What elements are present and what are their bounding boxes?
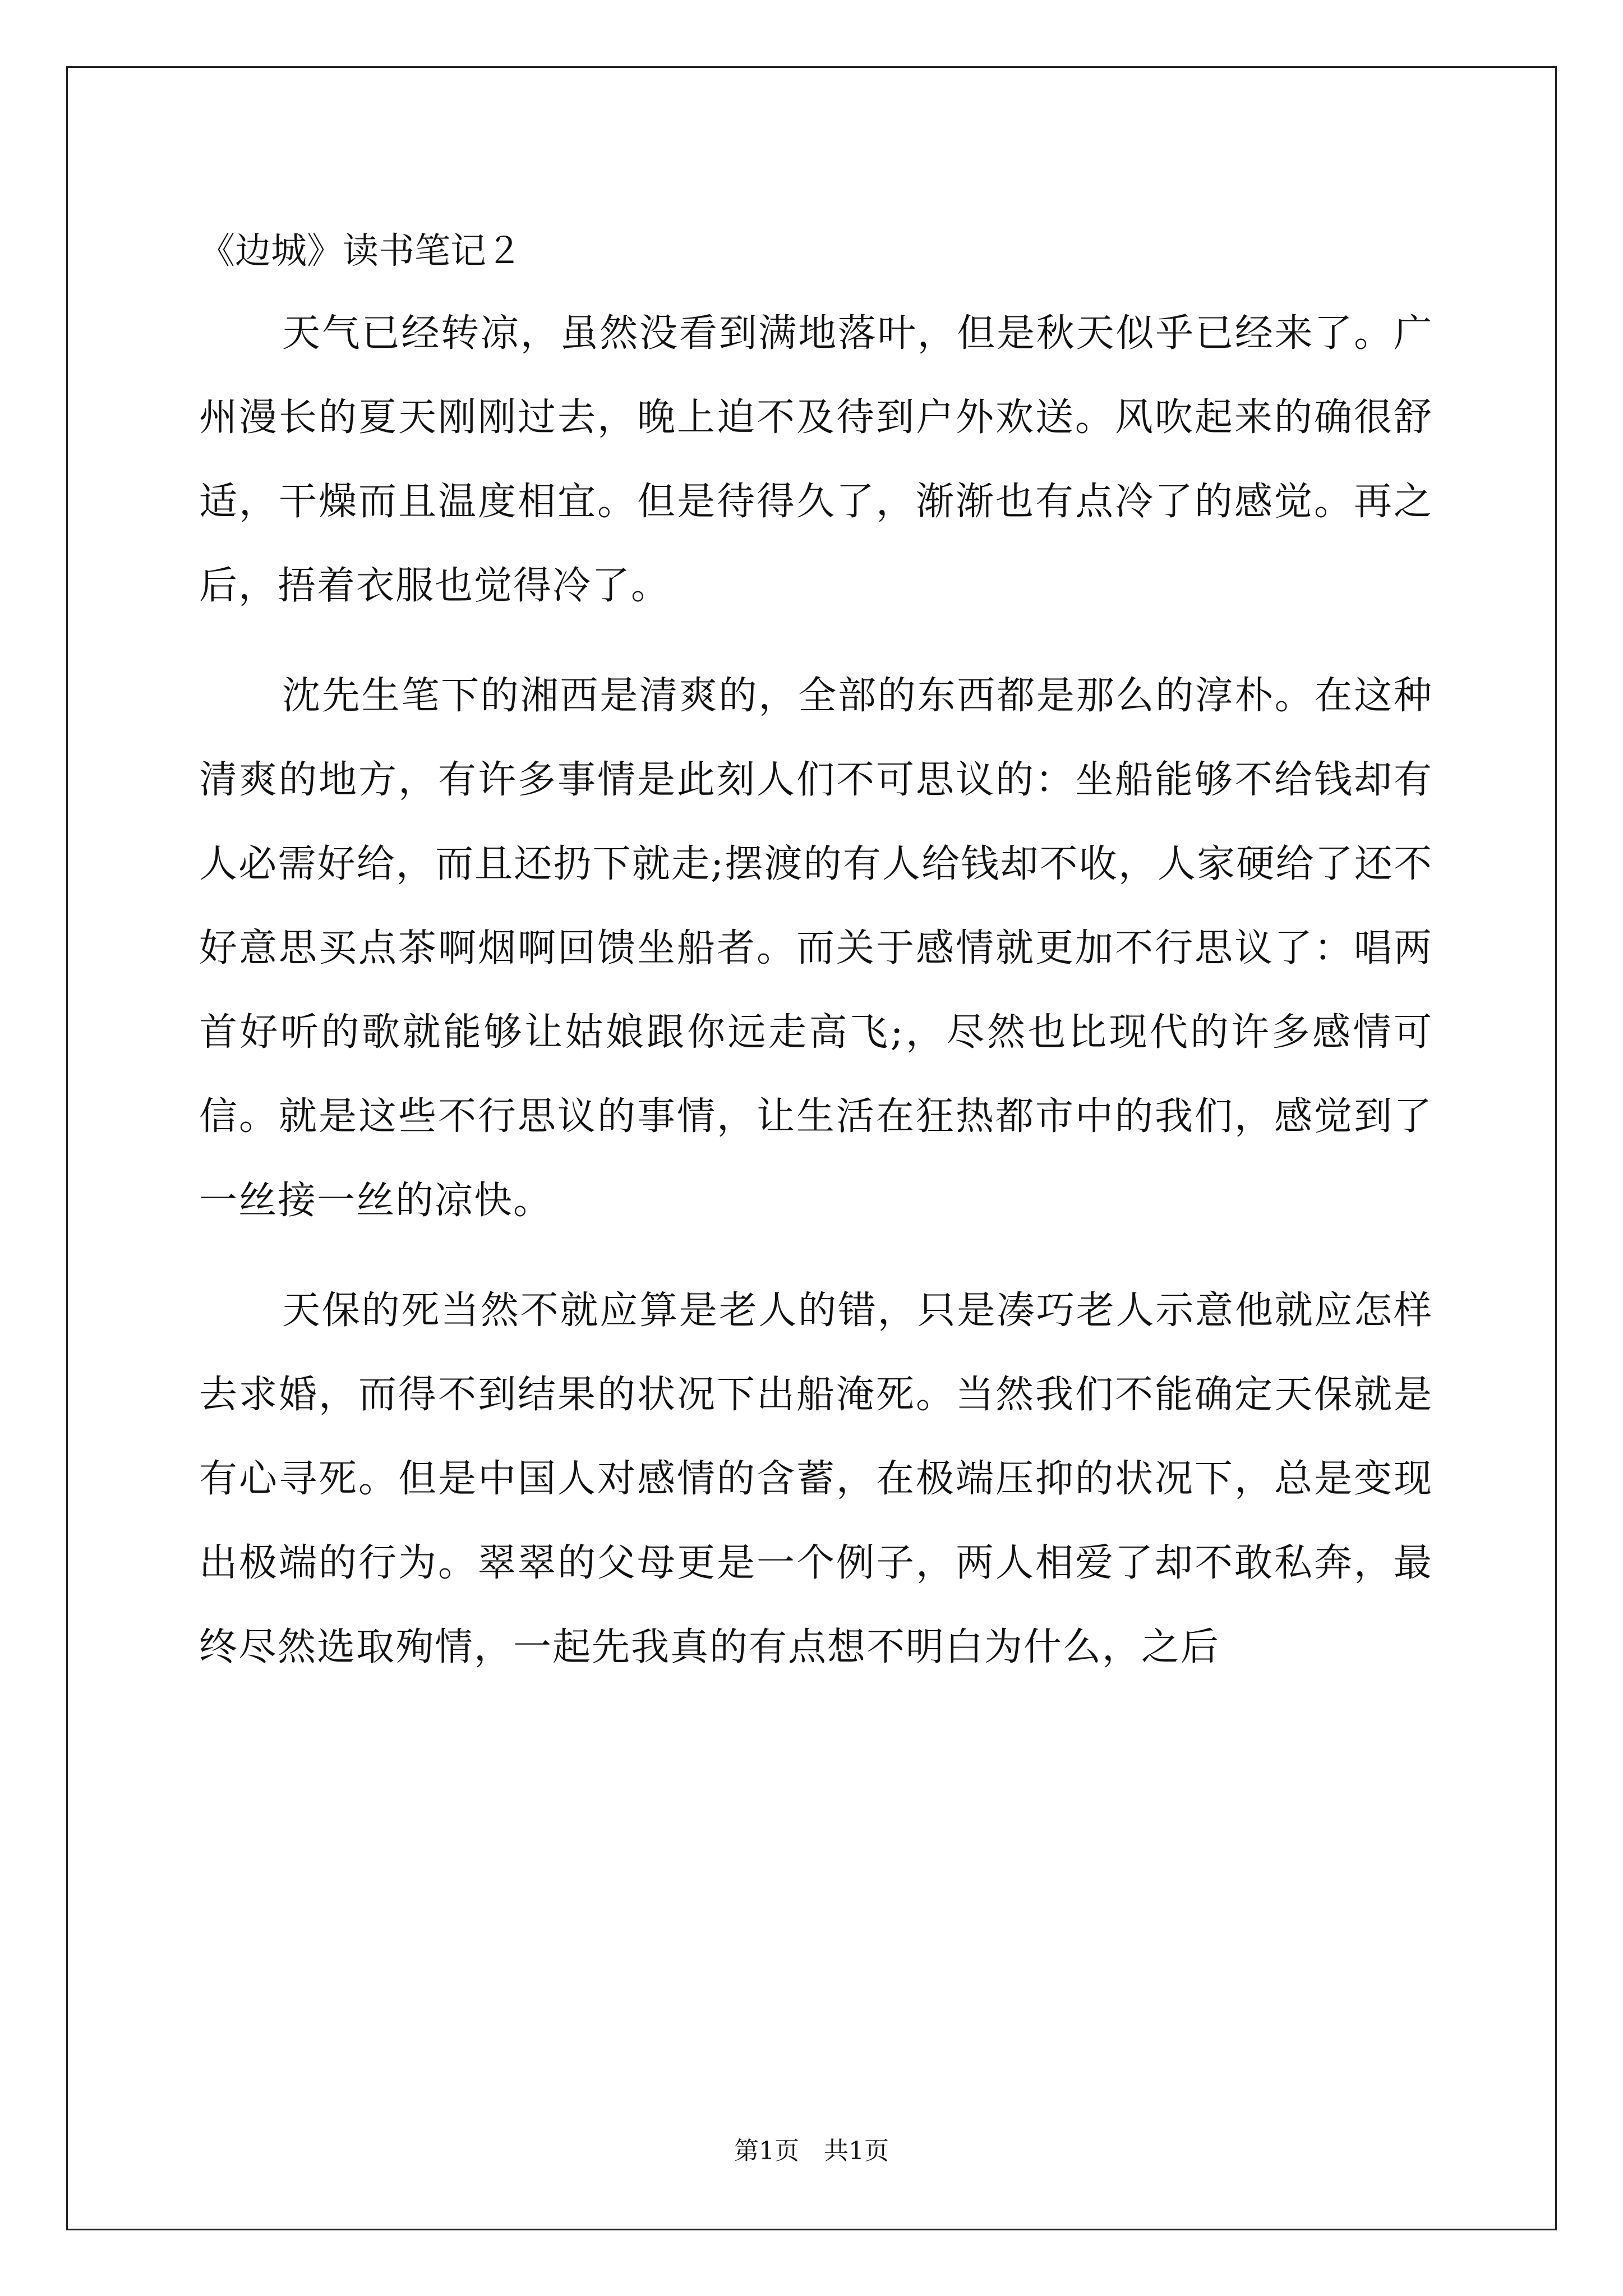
paragraph-3: 天保的死当然不就应算是老人的错，只是凑巧老人示意他就应怎样去求婚，而得不到结果的状况下出船淹死。当然我们不能确定天保就是有心寻死。但是中国人对感情的含蓄，在极端压抑的状况下，总是变现出极端的行为。翠翠的父母更是一个例子，两人相爱了却不敢私奔，最终尽然选取殉情，一起先我真的有点想不明白为什么，之后 [199, 1289, 1433, 1669]
document-body [199, 292, 1433, 1715]
document-title: 《边城》读书笔记２ [199, 231, 522, 272]
paragraph-1: 天气已经转凉，虽然没看到满地落叶，但是秋天似乎已经来了。广州漫长的夏天刚刚过去，晚上迫不及待到户外欢送。风吹起来的确很舒适，干燥而且温度相宜。但是待得久了，渐渐也有点冷了的感觉。再之后，捂着衣服也觉得冷了。 [199, 311, 1433, 608]
page-footer: 第1页 共1页 [734, 2137, 889, 2165]
paragraph-2: 沈先生笔下的湘西是清爽的，全部的东西都是那么的淳朴。在这种清爽的地方，有许多事情是此刻人们不可思议的：坐船能够不给钱却有人必需好给，而且还扔下就走;摆渡的有人给钱却不收，人家硬给了还不好意思买点茶啊烟啊回馈坐船者。而关于感情就更加不行思议了：唱两首好听的歌就能够让姑娘跟你远走高飞;，尽然也比现代的许多感情可信。就是这些不行思议的事情，让生活在狂热都市中的我们，感觉到了一丝接一丝的凉快。 [199, 674, 1433, 1223]
